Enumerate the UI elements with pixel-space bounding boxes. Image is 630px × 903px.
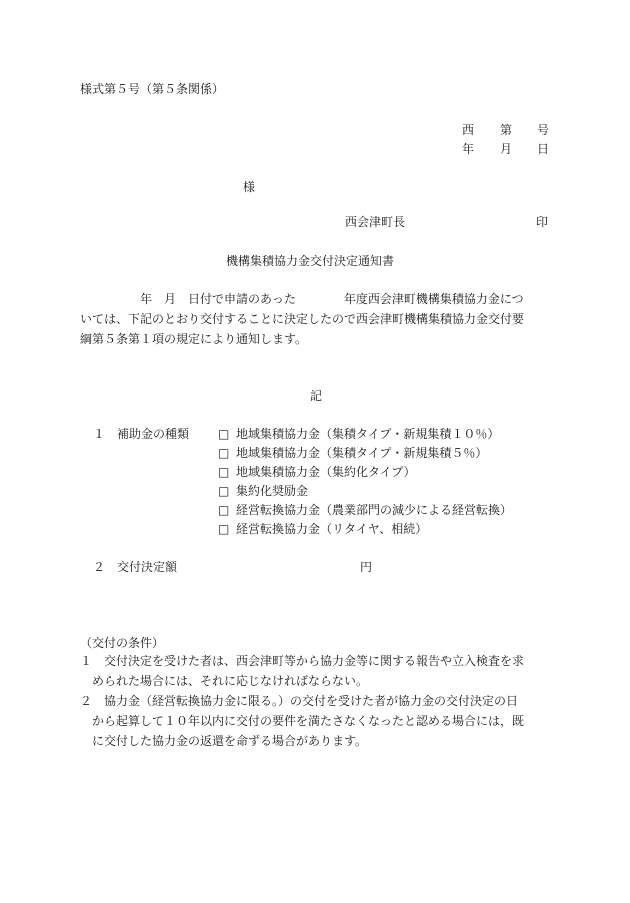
number-dai: 第 — [500, 123, 513, 137]
checkbox[interactable]: □ — [218, 465, 230, 479]
option-label: 経営転換協力金（農業部門の減少による経営転換） — [236, 503, 513, 517]
issuer-name: 西会津町長 — [345, 215, 406, 229]
option-row — [218, 427, 499, 441]
date-year: 年 — [462, 142, 475, 156]
checkbox[interactable]: □ — [218, 522, 230, 536]
option-label: 集約化奨励金 — [236, 484, 309, 498]
item-1-label: １ 補助金の種類 — [93, 427, 190, 441]
condition-2-line-1: ２ 協力金（経営転換協力金に限る。）の交付を受けた者が協力金の交付決定の日 — [80, 694, 519, 708]
body-paragraph — [80, 289, 550, 349]
condition-1-line-1: １ 交付決定を受けた者は、西会津町等から協力金等に関する報告や立入検査を求 — [80, 654, 525, 668]
option-row — [218, 446, 487, 460]
body-line-1: 年 月 日付で申請のあった 年度西会津町機構集積協力金につ — [80, 292, 524, 306]
option-label: 地域集積協力金（集積タイプ・新規集積５％） — [236, 446, 488, 460]
condition-1-line-2: められた場合には、それに応じなければならない。 — [80, 674, 369, 688]
date-day: 日 — [537, 142, 550, 156]
number-go: 号 — [537, 123, 550, 137]
ki-heading: 記 — [310, 389, 323, 403]
issuer-seal: 印 — [536, 215, 549, 229]
option-label: 経営転換協力金（リタイヤ、相続） — [236, 522, 428, 536]
checkbox[interactable]: □ — [218, 446, 230, 460]
option-label: 地域集積協力金（集積タイプ・新規集積１０％） — [236, 427, 500, 441]
item-2-label: ２ 交付決定額 — [93, 560, 178, 574]
document-title: 機構集積協力金交付決定通知書 — [226, 254, 395, 268]
option-row — [218, 484, 308, 498]
condition-2-line-3: に交付した協力金の返還を命ずる場合があります。 — [80, 734, 368, 748]
number-prefix: 西 — [462, 123, 475, 137]
option-row — [218, 503, 512, 517]
condition-2-line-2: から起算して１０年以内に交付の要件を満たさなくなったと認める場合には，既 — [80, 714, 525, 728]
checkbox[interactable]: □ — [218, 427, 230, 441]
addressee-honorific: 様 — [243, 180, 256, 194]
conditions-list — [80, 651, 550, 751]
option-row — [218, 465, 416, 479]
conditions-heading: （交付の条件） — [80, 636, 165, 650]
yen-unit: 円 — [360, 560, 373, 574]
option-label: 地域集積協力金（集約化タイプ） — [236, 465, 416, 479]
body-line-3: 綱第５条第１項の規定により通知します。 — [80, 332, 308, 346]
date-month: 月 — [500, 142, 513, 156]
checkbox[interactable]: □ — [218, 503, 230, 517]
form-label: 様式第５号（第５条関係） — [80, 82, 225, 96]
checkbox[interactable]: □ — [218, 484, 230, 498]
body-line-2: いては、下記のとおり交付することに決定したので西会津町機構集積協力金交付要 — [80, 312, 525, 326]
option-row — [218, 522, 427, 536]
